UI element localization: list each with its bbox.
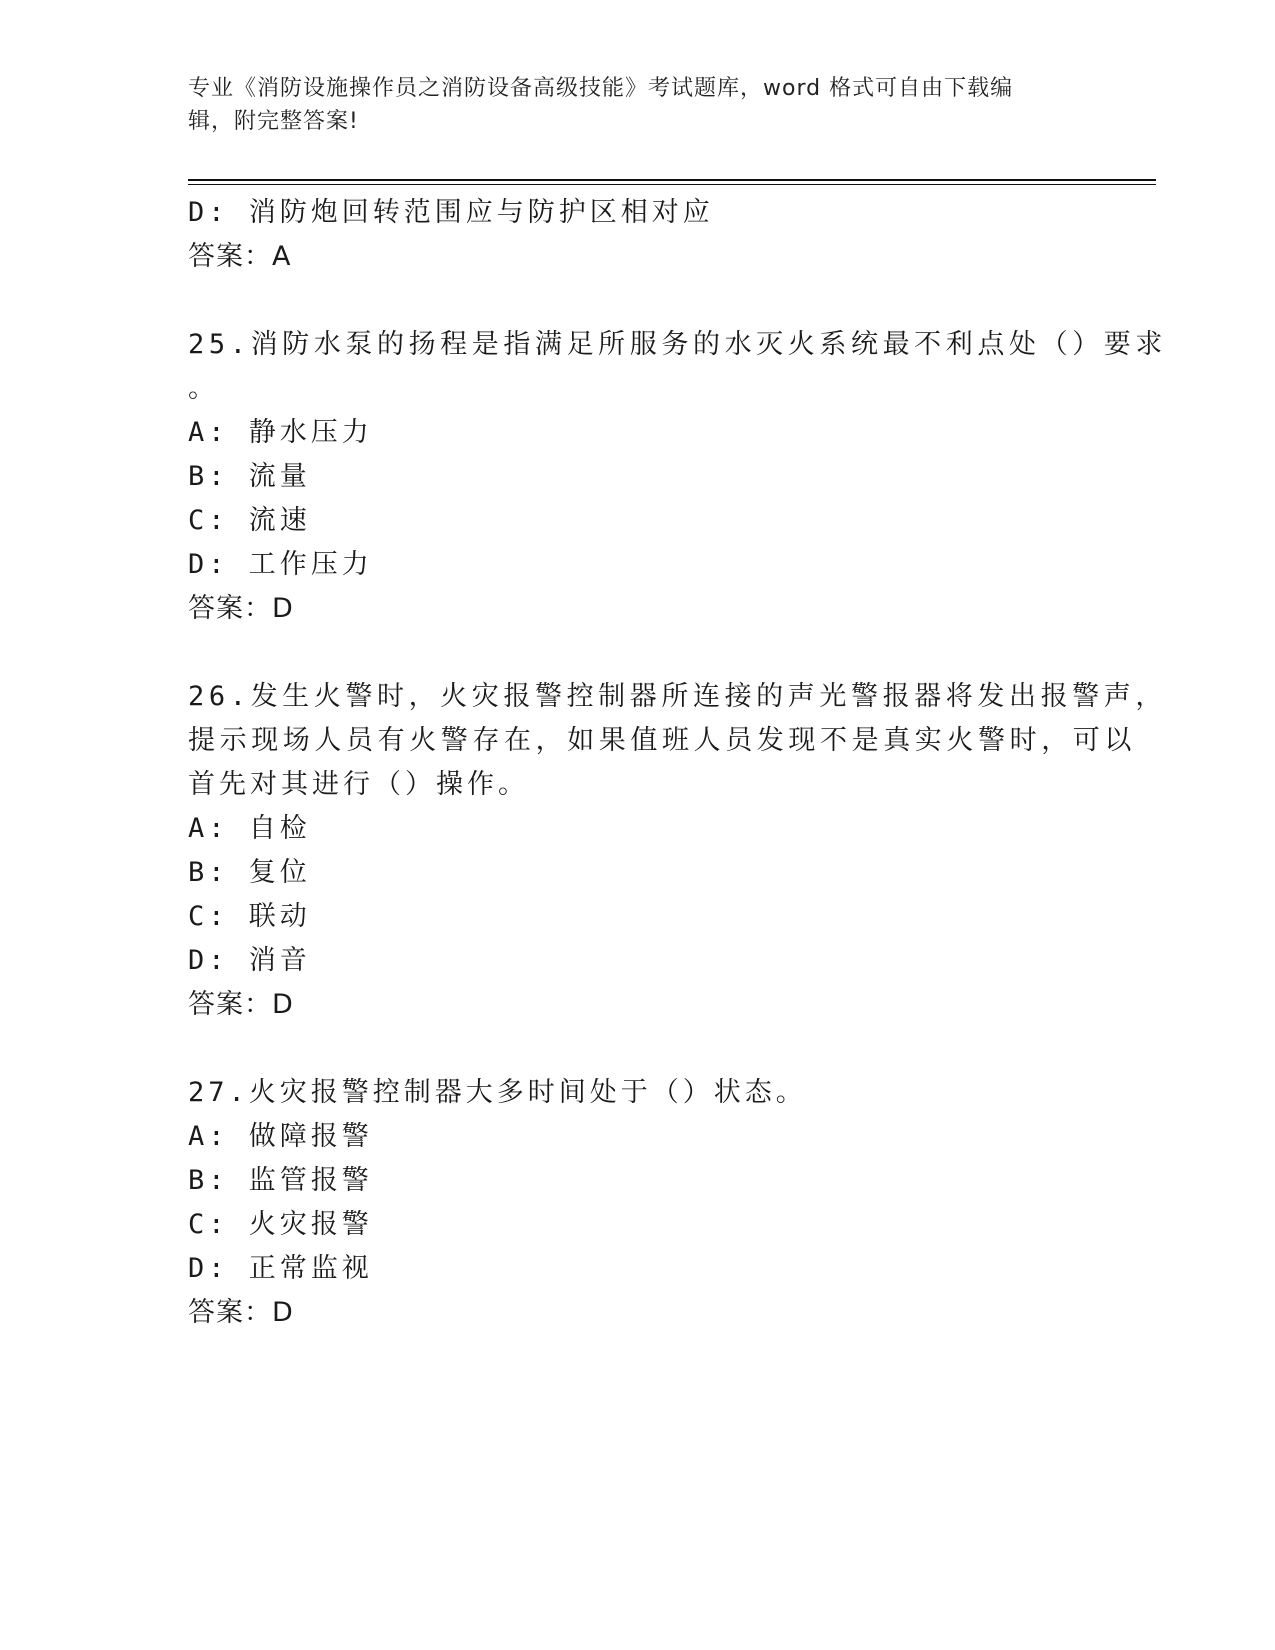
- q26-answer: 答案：D: [188, 989, 294, 1020]
- q25-stem-line-1: 25.消防水泵的扬程是指满足所服务的水灭火系统最不利点处（）要求: [188, 329, 1167, 360]
- q27-option-c: C: 火灾报警: [188, 1209, 373, 1240]
- q25-answer: 答案：D: [188, 593, 294, 624]
- q26-option-b: B: 复位: [188, 857, 311, 888]
- q26-option-d: D: 消音: [188, 945, 311, 976]
- q27-option-a: A: 做障报警: [188, 1121, 373, 1152]
- q25-option-a: A: 静水压力: [188, 417, 373, 448]
- q26-option-c: C: 联动: [188, 901, 311, 932]
- q27-option-d: D: 正常监视: [188, 1253, 373, 1284]
- q26-option-a: A: 自检: [188, 813, 311, 844]
- header-rule-thick: [188, 179, 1156, 181]
- q26-stem-line-2: 提示现场人员有火警存在，如果值班人员发现不是真实火警时，可以: [188, 725, 1136, 756]
- q25-option-b: B: 流量: [188, 461, 311, 492]
- q25-option-c: C: 流速: [188, 505, 311, 536]
- header-line-2: 辑，附完整答案!: [188, 109, 359, 134]
- q27-answer: 答案：D: [188, 1297, 294, 1328]
- q27-option-b: B: 监管报警: [188, 1165, 373, 1196]
- header-line-1: 专业《消防设施操作员之消防设备高级技能》考试题库，word 格式可自由下载编: [188, 76, 1014, 101]
- q25-option-d: D: 工作压力: [188, 549, 373, 580]
- prev-question-answer: 答案：A: [188, 241, 292, 272]
- q26-stem-line-3: 首先对其进行（）操作。: [188, 769, 529, 800]
- header-rule-thin: [188, 184, 1156, 185]
- q25-stem-line-2: 。: [188, 373, 219, 404]
- document-header: [188, 72, 1068, 138]
- prev-question-option-d: D: 消防炮回转范围应与防护区相对应: [188, 197, 714, 228]
- q27-stem-line-1: 27.火灾报警控制器大多时间处于（）状态。: [188, 1077, 807, 1108]
- q26-stem-line-1: 26.发生火警时，火灾报警控制器所连接的声光警报器将发出报警声，: [188, 681, 1167, 712]
